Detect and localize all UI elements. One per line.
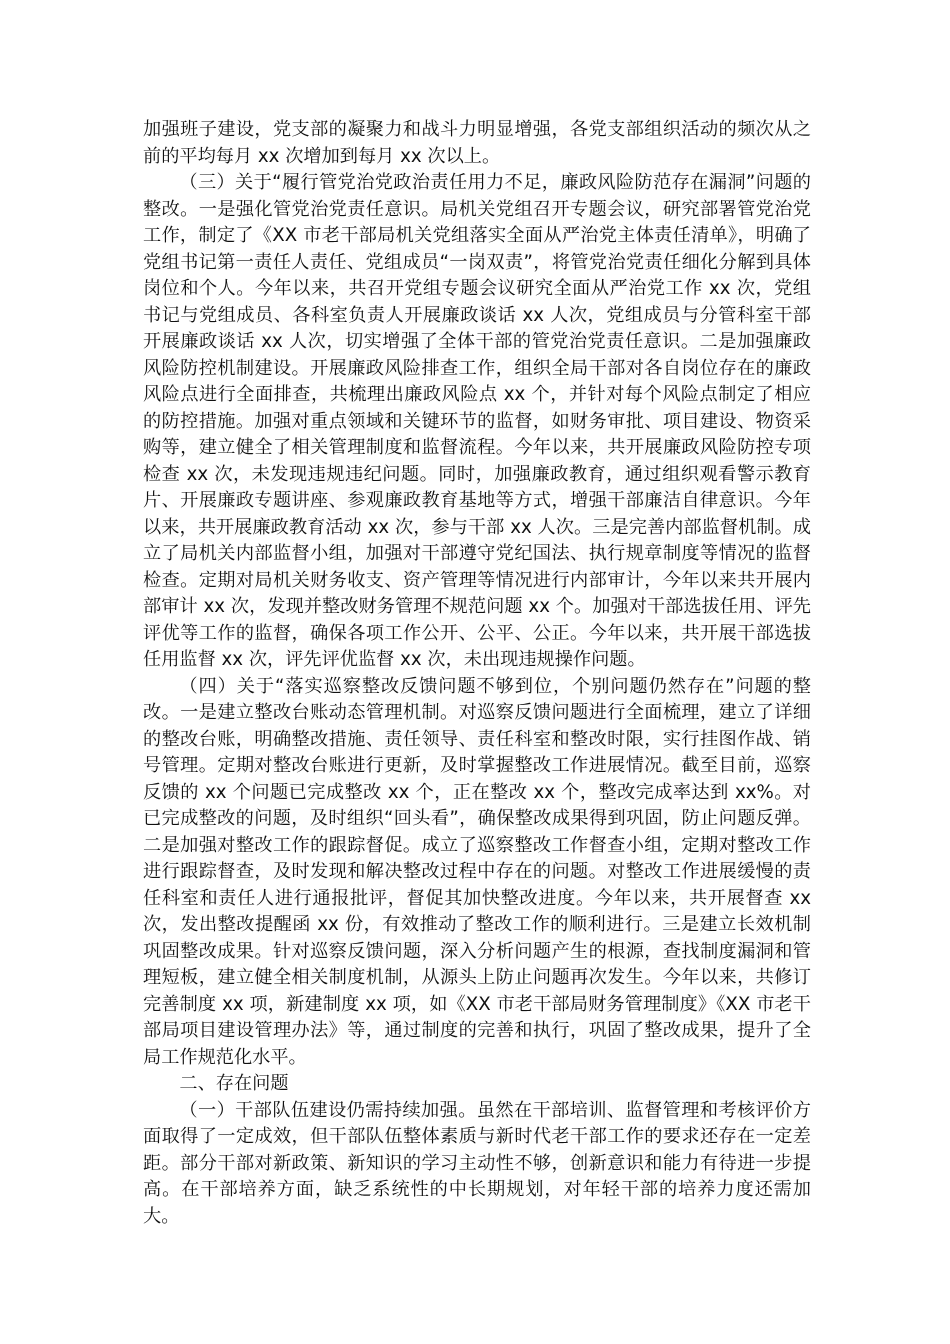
paragraph-problem-1: （一）干部队伍建设仍需持续加强。虽然在干部培训、监督管理和考核评价方面取得了一定成效，但干部队伍整体素质与新时代老干部工作的要求还存在一定差距。部分干部对新政策、新知识的学习主动性不够，创新意识和能力有待进一步提高。在干部培养方面，缺乏系统性的中长期规划，对年轻干部的培养力度还需加大。 xyxy=(143,1099,811,1227)
paragraph-section-4: （四）关于“落实巡察整改反馈问题不够到位，个别问题仍然存在”问题的整改。一是建立整改台账动态管理机制。对巡察反馈问题进行全面梳理，建立了详细的整改台账，明确整改措施、责任领导、责任科室和整改时限，实行挂图作战、销号管理。定期对整改台账进行更新，及时掌握整改工作进展情况。截至目前，巡察反馈的 xx 个问题已完成整改 xx 个，正在整改 xx 个，整改完成率达到 xx%。对已完成整改的问题，及时组织“回头看”，确保整改成果得到巩固，防止问题反弹。二是加强对整改工作的跟踪督促。成立了巡察整改工作督查小组，定期对整改工作进行跟踪督查，及时发现和解决整改过程中存在的问题。对整改工作进展缓慢的责任科室和责任人进行通报批评，督促其加快整改进度。今年以来，共开展督查 xx 次，发出整改提醒函 xx 份，有效推动了整改工作的顺利进行。三是建立长效机制巩固整改成果。针对巡察反馈问题，深入分析问题产生的根源，查找制度漏洞和管理短板，建立健全相关制度机制，从源头上防止问题再次发生。今年以来，共修订完善制度 xx 项，新建制度 xx 项，如《XX 市老干部局财务管理制度》《XX 市老干部局项目建设管理办法》等，通过制度的完善和执行，巩固了整改成果，提升了全局工作规范化水平。 xyxy=(143,675,811,1068)
paragraph-section-3: （三）关于“履行管党治党政治责任用力不足，廉政风险防范存在漏洞”问题的整改。一是强化管党治党责任意识。局机关党组召开专题会议，研究部署管党治党工作，制定了《XX 市老干部局机关党组落实全面从严治党主体责任清单》，明确了党组书记第一责任人责任、党组成员“一岗双责”，将管党治党责任细化分解到具体岗位和个人。今年以来，共召开党组专题会议研究全面从严治党工作 xx 次，党组书记与党组成员、各科室负责人开展廉政谈话 xx 人次，党组成员与分管科室干部开展廉政谈话 xx 人次，切实增强了全体干部的管党治党责任意识。二是加强廉政风险防控机制建设。开展廉政风险排查工作，组织全局干部对各自岗位存在的廉政风险点进行全面排查，共梳理出廉政风险点 xx 个，并针对每个风险点制定了相应的防控措施。加强对重点领域和关键环节的监督，如财务审批、项目建设、物资采购等，建立健全了相关管理制度和监督流程。今年以来，共开展廉政风险防控专项检查 xx 次，未发现违规违纪问题。同时，加强廉政教育，通过组织观看警示教育片、开展廉政专题讲座、参观廉政教育基地等方式，增强干部廉洁自律意识。今年以来，共开展廉政教育活动 xx 次，参与干部 xx 人次。三是完善内部监督机制。成立了局机关内部监督小组，加强对干部遵守党纪国法、执行规章制度等情况的监督检查。定期对局机关财务收支、资产管理等情况进行内部审计，今年以来共开展内部审计 xx 次，发现并整改财务管理不规范问题 xx 个。加强对干部选拔任用、评先评优等工作的监督，确保各项工作公开、公平、公正。今年以来，共开展干部选拔任用监督 xx 次，评先评优监督 xx 次，未出现违规操作问题。 xyxy=(143,172,811,670)
section-heading-existing-problems: 二、存在问题 xyxy=(179,1073,289,1094)
paragraph-continuation: 加强班子建设，党支部的凝聚力和战斗力明显增强，各党支部组织活动的频次从之前的平均每月 xx 次增加到每月 xx 次以上。 xyxy=(143,119,811,167)
document-body xyxy=(143,117,811,1230)
